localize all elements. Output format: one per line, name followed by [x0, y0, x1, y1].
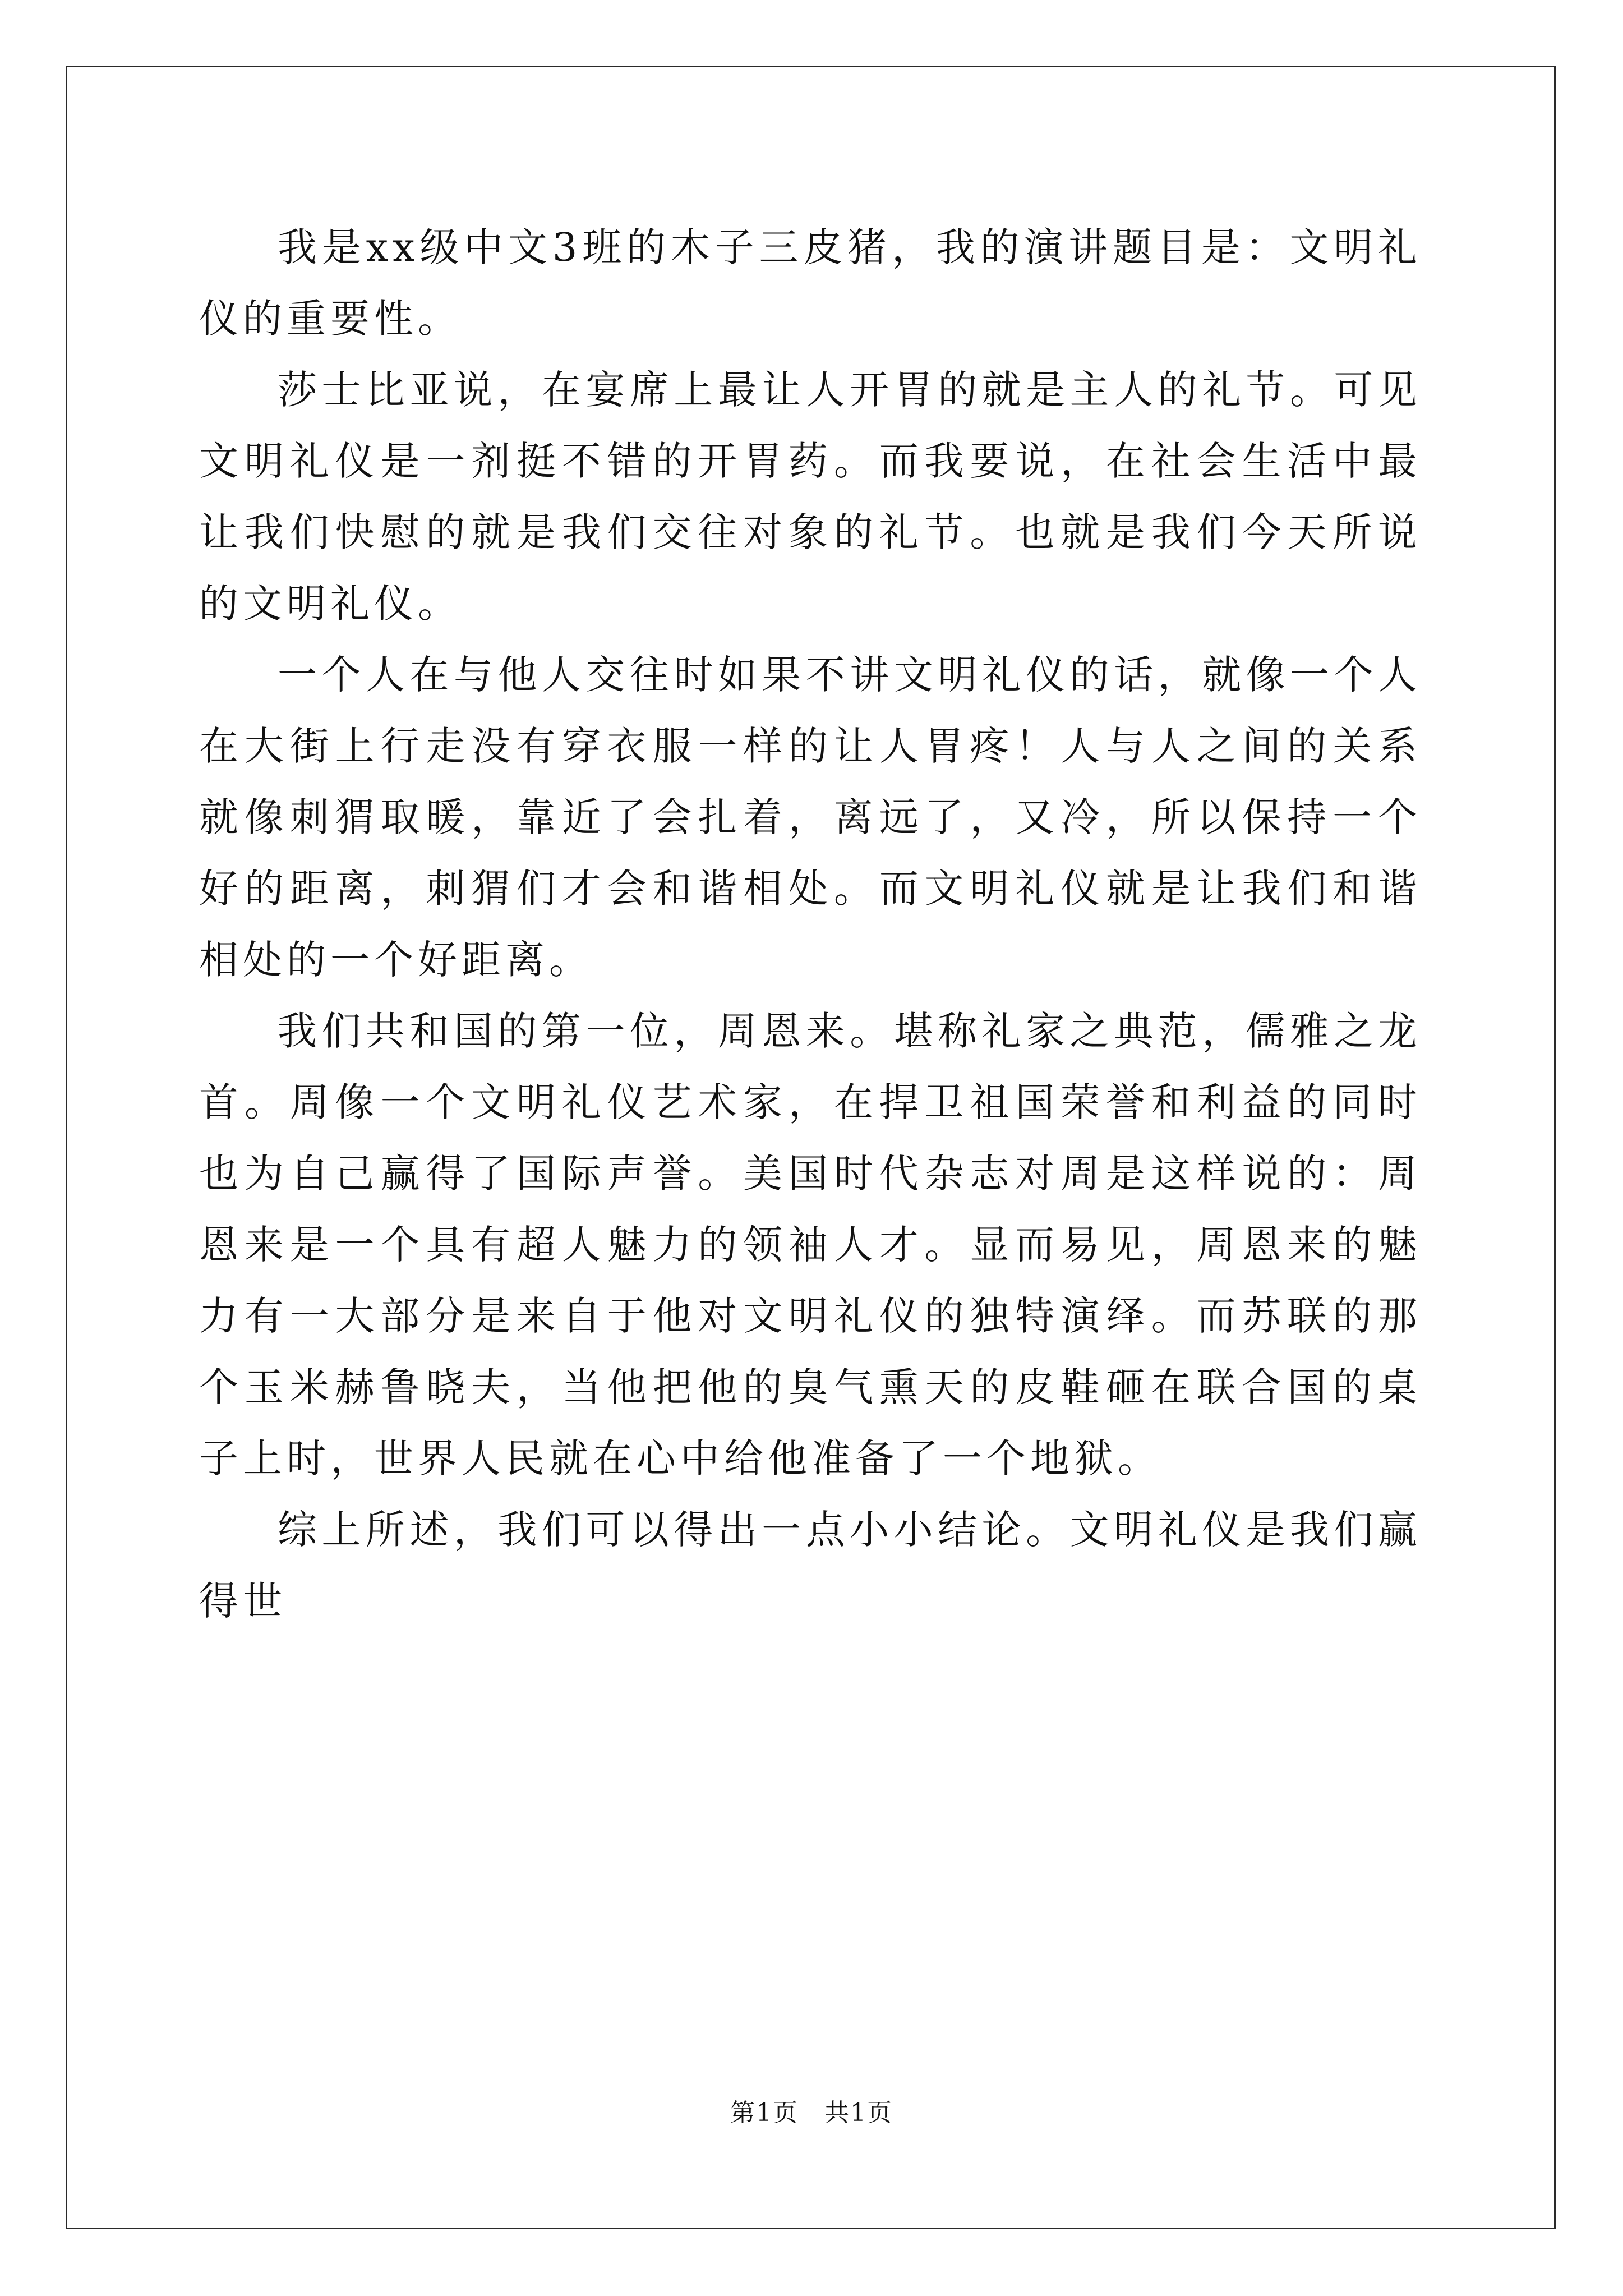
page-number-footer: 第1页 共1页 [730, 2099, 893, 2127]
paragraph-3: 一个人在与他人交往时如果不讲文明礼仪的话，就像一个人在大街上行走没有穿衣服一样的让人胃疼！人与人之间的关系就像刺猬取暖，靠近了会扎着，离远了，又冷，所以保持一个好的距离，刺猬们才会和谐相处。而文明礼仪就是让我们和谐相处的一个好距离。 [199, 652, 1422, 983]
paragraph-5: 综上所述，我们可以得出一点小小结论。文明礼仪是我们赢得世 [199, 1507, 1422, 1624]
paragraph-4: 我们共和国的第一位，周恩来。堪称礼家之典范，儒雅之龙首。周像一个文明礼仪艺术家，在捍卫祖国荣誉和利益的同时也为自己赢得了国际声誉。美国时代杂志对周是这样说的：周恩来是一个具有超人魅力的领袖人才。显而易见，周恩来的魅力有一大部分是来自于他对文明礼仪的独特演绎。而苏联的那个玉米赫鲁晓夫，当他把他的臭气熏天的皮鞋砸在联合国的桌子上时，世界人民就在心中给他准备了一个地狱。 [199, 1008, 1422, 1481]
paragraph-2: 莎士比亚说，在宴席上最让人开胃的就是主人的礼节。可见文明礼仪是一剂挺不错的开胃药。而我要说，在社会生活中最让我们快慰的就是我们交往对象的礼节。也就是我们今天所说的文明礼仪。 [199, 367, 1422, 627]
paragraph-1: 我是xx级中文3班的木子三皮猪，我的演讲题目是：文明礼仪的重要性。 [199, 224, 1422, 342]
document-body [199, 212, 1422, 1637]
